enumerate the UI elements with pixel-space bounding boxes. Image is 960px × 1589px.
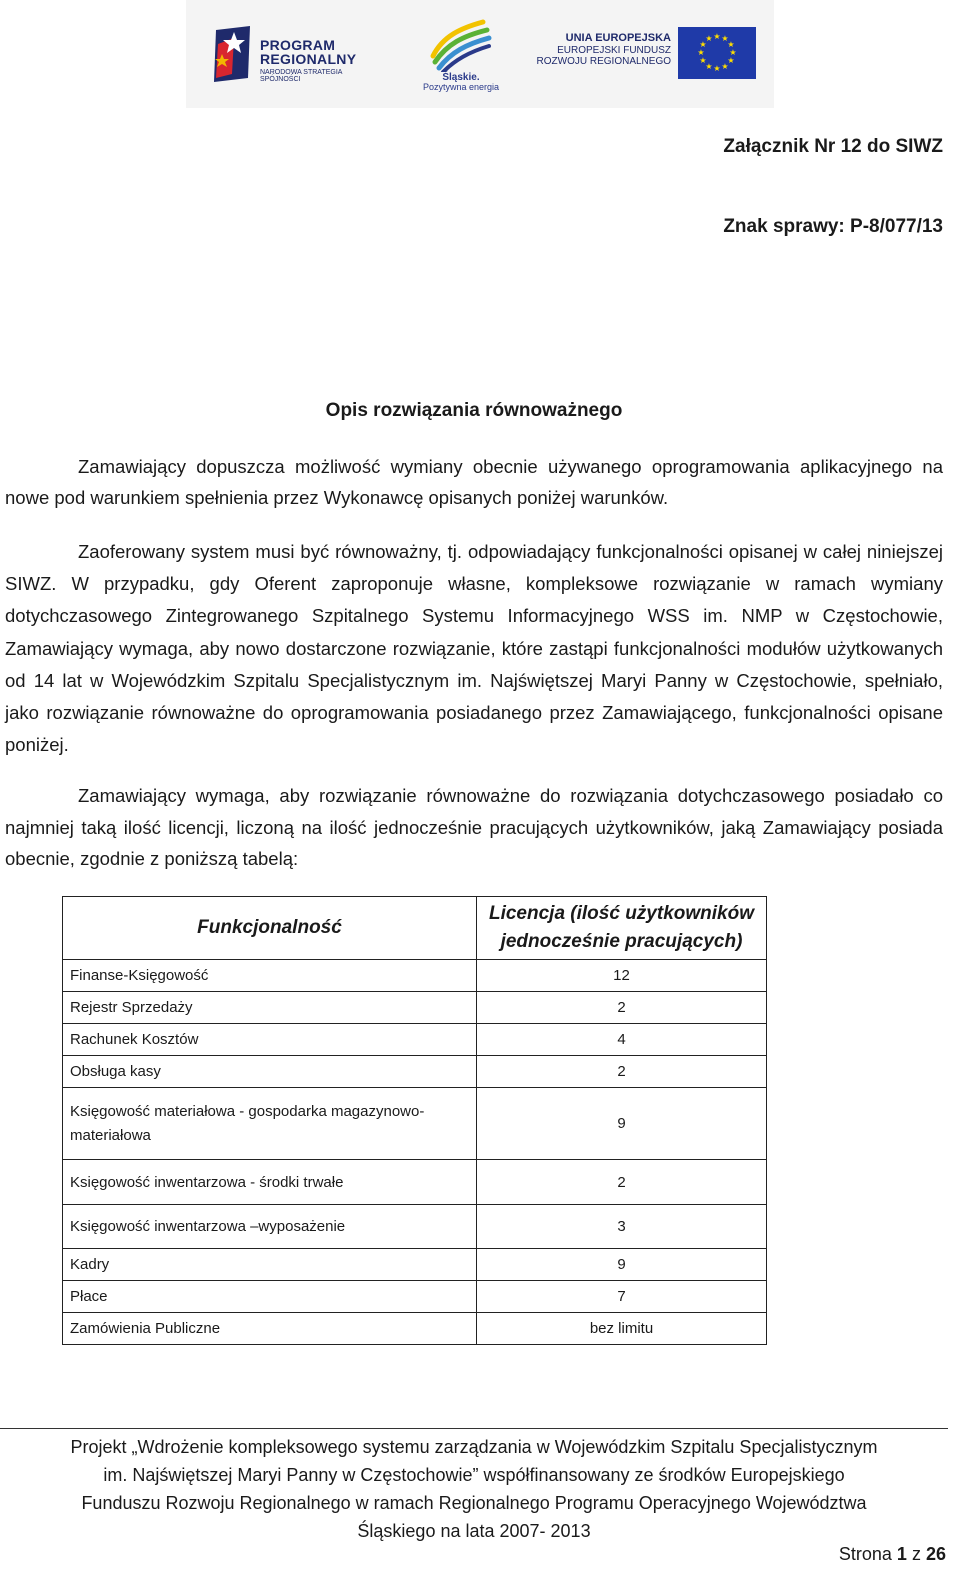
table-row [63, 1205, 767, 1249]
svg-text:★: ★ [729, 48, 737, 57]
table-row [63, 1056, 767, 1088]
row-value: bez limitu [477, 1313, 767, 1345]
paragraph-1-text: Zamawiający dopuszcza możliwość wymiany obecnie używanego oprogramowania aplikacyjnego na nowe pod warunkiem spełnienia przez Wykonawcę opisanych poniżej warunków. [5, 456, 943, 508]
page-of: z [911, 1544, 921, 1564]
footer [0, 1433, 948, 1545]
program-logo-line2: REGIONALNY [260, 51, 357, 67]
star-flag-icon [212, 24, 258, 84]
row-name: Zamówienia Publiczne [63, 1313, 477, 1345]
table-row [63, 1281, 767, 1313]
svg-text:★: ★ [727, 56, 735, 65]
svg-text:★: ★ [699, 40, 707, 49]
paragraph-2 [5, 536, 943, 761]
row-value: 2 [477, 992, 767, 1024]
license-table [62, 896, 767, 1345]
eu-logo-line2: EUROPEJSKI FUNDUSZ [557, 44, 671, 56]
row-value: 7 [477, 1281, 767, 1313]
page-current: 1 [896, 1544, 907, 1564]
row-value: 2 [477, 1056, 767, 1088]
header-license: Licencja (ilość użytkowników jednocześnie pracujących) [477, 897, 767, 960]
program-logo-line3: NARODOWA STRATEGIA SPÓJNOŚCI [260, 69, 343, 83]
table-header-row [63, 897, 767, 960]
row-value: 3 [477, 1205, 767, 1249]
svg-text:★: ★ [705, 62, 713, 71]
row-value: 12 [477, 960, 767, 992]
row-name: Finanse-Księgowość [63, 960, 477, 992]
row-name: Księgowość materiałowa - gospodarka magazynowo-materiałowa [63, 1088, 477, 1160]
slaskie-logo-line2: Pozytywna energia [422, 82, 500, 92]
program-logo-line1: PROGRAM [260, 37, 336, 53]
program-regionalny-logo [212, 24, 382, 84]
row-value: 2 [477, 1160, 767, 1205]
header-functionality: Funkcjonalność [63, 897, 477, 960]
footer-line-1: Projekt „Wdrożenie kompleksowego systemu zarządzania w Wojewódzkim Szpitalu Specjalistycznym [70, 1437, 878, 1457]
page-total: 26 [925, 1544, 946, 1564]
row-name: Płace [63, 1281, 477, 1313]
eu-logo-line3: ROZWOJU REGIONALNEGO [536, 56, 671, 68]
svg-text:★: ★ [697, 48, 705, 57]
page-label: Strona [838, 1544, 892, 1564]
license-table-container [62, 896, 767, 1345]
page-title: Opis rozwiązania równoważnego [325, 400, 623, 421]
row-name: Obsługa kasy [63, 1056, 477, 1088]
paragraph-3 [5, 780, 943, 875]
svg-text:★: ★ [727, 40, 735, 49]
table-row [63, 1313, 767, 1345]
row-value: 9 [477, 1088, 767, 1160]
footer-line-4: Śląskiego na lata 2007- 2013 [357, 1521, 591, 1541]
table-row [63, 992, 767, 1024]
svg-text:★: ★ [713, 64, 721, 73]
eu-logo-line1: UNIA EUROPEJSKA [565, 32, 671, 44]
paragraph-3-text: Zamawiający wymaga, aby rozwiązanie równoważne do rozwiązania dotychczasowego posiadało co najmniej taką ilość licencji, liczoną na ilość jednocześnie pracujących użytkowników, jaką Zamawiający posiada obecnie, zgodnie z poniższą tabelą: [5, 785, 943, 869]
case-number: Znak sprawy: P-8/077/13 [723, 216, 943, 237]
annex-label: Załącznik Nr 12 do SIWZ [723, 136, 943, 157]
row-name: Księgowość inwentarzowa –wyposażenie [63, 1205, 477, 1249]
svg-text:★: ★ [721, 62, 729, 71]
footer-line-3: Funduszu Rozwoju Regionalnego w ramach Regionalnego Programu Operacyjnego Województwa [81, 1493, 867, 1513]
row-name: Kadry [63, 1249, 477, 1281]
svg-text:★: ★ [705, 34, 713, 43]
row-name: Księgowość inwentarzowa - środki trwałe [63, 1160, 477, 1205]
eu-logo [531, 24, 756, 82]
row-value: 9 [477, 1249, 767, 1281]
svg-text:★: ★ [713, 32, 721, 41]
row-name: Rejestr Sprzedaży [63, 992, 477, 1024]
logo-bar [186, 0, 774, 108]
table-row [63, 960, 767, 992]
svg-text:★: ★ [699, 56, 707, 65]
footer-divider [0, 1428, 948, 1429]
slaskie-logo-line1: Śląskie. [442, 72, 480, 83]
table-row [63, 1024, 767, 1056]
eu-flag-icon [678, 27, 756, 79]
page-number [839, 1544, 946, 1565]
table-row [63, 1249, 767, 1281]
table-row [63, 1160, 767, 1205]
paragraph-2-text: Zaoferowany system musi być równoważny, tj. odpowiadający funkcjonalności opisanej w całej niniejszej SIWZ. W przypadku, gdy Oferent zaproponuje własne, kompleksowe rozwiązanie w ramach wymiany dotychczasowego Zintegrowanego Szpitalnego Systemu Informacyjnego WSS im. NMP w Częstochowie, Zamawiający wymaga, aby nowo dostarczone rozwiązanie, które zastąpi funkcjonalności modułów użytkowanych od 14 lat w Wojewódzkim Szpitalu Specjalistycznym im. Najświętszej Maryi Panny w Częstochowie, spełniało, jako rozwiązanie równoważne do oprogramowania posiadanego przez Zamawiającego, funkcjonalności opisane poniżej. [5, 541, 943, 756]
row-value: 4 [477, 1024, 767, 1056]
table-row [63, 1088, 767, 1160]
row-name: Rachunek Kosztów [63, 1024, 477, 1056]
svg-text:★: ★ [721, 34, 729, 43]
paragraph-1 [5, 451, 943, 513]
waves-icon [411, 16, 511, 72]
footer-line-2: im. Najświętszej Maryi Panny w Częstochowie” współfinansowany ze środków Europejskiego [103, 1465, 845, 1485]
slaskie-logo [411, 16, 511, 96]
